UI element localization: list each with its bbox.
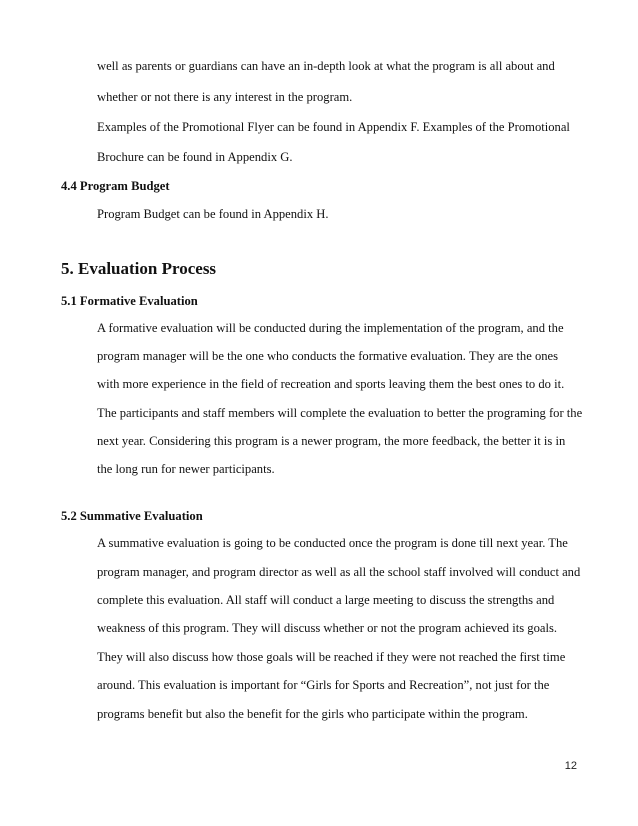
body-text-line: They will also discuss how those goals will be reached if they were not reached the first time (97, 650, 566, 664)
body-text-line: with more experience in the field of recreation and sports leaving them the best ones to do it. (97, 377, 565, 391)
body-text-line: A summative evaluation is going to be conducted once the program is done till next year. The (97, 536, 568, 550)
page-number: 12 (564, 760, 577, 772)
body-text-line: program manager will be the one who conducts the formative evaluation. They are the ones (97, 349, 559, 363)
body-text-line: next year. Considering this program is a newer program, the more feedback, the better it is in (97, 434, 566, 448)
body-text-line: around. This evaluation is important for “Girls for Sports and Recreation”, not just for the (97, 678, 550, 692)
body-text-line: A formative evaluation will be conducted during the implementation of the program, and the (97, 321, 564, 335)
body-text-line: the long run for newer participants. (97, 462, 275, 476)
body-text-line: program manager, and program director as well as all the school staff involved will conduct and (97, 565, 581, 579)
body-text-line: Examples of the Promotional Flyer can be found in Appendix F. Examples of the Promotional (97, 120, 570, 134)
section-heading-5: 5. Evaluation Process (61, 259, 217, 278)
body-text-line: programs benefit but also the benefit for the girls who participate within the program. (97, 707, 528, 721)
body-text-line: whether or not there is any interest in the program. (97, 90, 353, 104)
body-text-line: well as parents or guardians can have an in-depth look at what the program is all about and (97, 59, 555, 73)
body-text-line: Program Budget can be found in Appendix H. (97, 207, 329, 221)
section-heading-5-2: 5.2 Summative Evaluation (61, 509, 203, 523)
body-text-line: weakness of this program. They will discuss whether or not the program achieved its goals. (97, 621, 558, 635)
section-heading-4-4: 4.4 Program Budget (61, 179, 170, 193)
body-text-line: The participants and staff members will complete the evaluation to better the programing for the (97, 406, 583, 420)
body-text-line: Brochure can be found in Appendix G. (97, 150, 293, 164)
section-heading-5-1: 5.1 Formative Evaluation (61, 294, 198, 308)
body-text-line: complete this evaluation. All staff will conduct a large meeting to discuss the strengths and (97, 593, 555, 607)
